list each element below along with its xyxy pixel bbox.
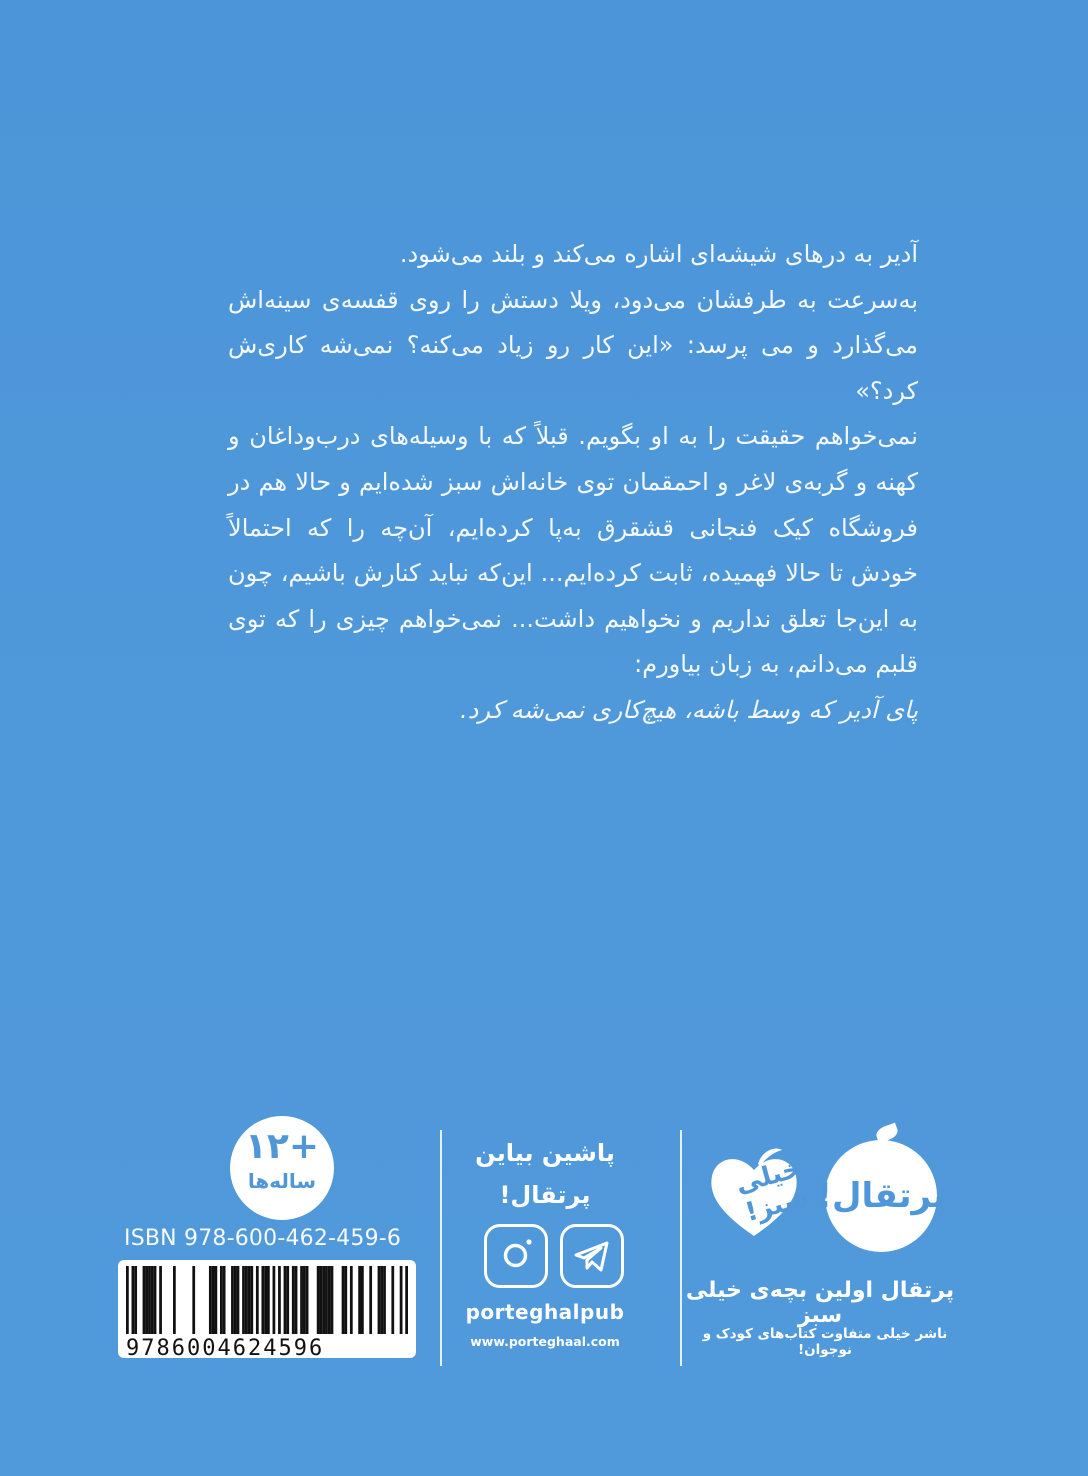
barcode-bar bbox=[234, 1266, 237, 1334]
barcode-bar bbox=[342, 1266, 345, 1334]
barcode-bar bbox=[378, 1266, 381, 1334]
footer-panel bbox=[110, 1126, 980, 1370]
barcode-bar bbox=[209, 1266, 212, 1334]
publisher-tagline: پرتقال اولین بچه‌ی خیلی سبز bbox=[685, 1278, 955, 1328]
blurb-paragraph-4: پای آدیر که وسط باشه، هیچ‌کاری نمی‌شه کرد. bbox=[460, 695, 918, 724]
barcode-bar bbox=[237, 1266, 240, 1334]
barcode-bar bbox=[380, 1266, 383, 1334]
barcode bbox=[118, 1260, 416, 1361]
barcode-bar bbox=[325, 1266, 328, 1334]
barcode-bar bbox=[286, 1266, 289, 1334]
barcode-bar bbox=[391, 1266, 394, 1334]
barcode-bar bbox=[248, 1266, 251, 1334]
barcode-bar bbox=[192, 1266, 195, 1334]
barcode-bar bbox=[267, 1266, 270, 1334]
isbn-section bbox=[110, 1126, 440, 1366]
barcode-bar bbox=[220, 1266, 223, 1334]
barcode-bar bbox=[250, 1266, 253, 1334]
blurb-paragraph-1: آدیر به درهای شیشه‌ای اشاره می‌کند و بلند می‌شود. bbox=[399, 240, 918, 268]
social-section bbox=[440, 1130, 680, 1366]
barcode-bar bbox=[264, 1266, 267, 1334]
barcode-bar bbox=[320, 1266, 323, 1334]
barcode-bar bbox=[212, 1266, 215, 1334]
barcode-bar bbox=[143, 1266, 146, 1334]
barcode-bar bbox=[284, 1266, 287, 1334]
barcode-bar bbox=[173, 1266, 176, 1334]
heart-logo-text: خیلی سبز! bbox=[732, 1153, 812, 1229]
publisher-subtagline: ناشر خیلی متفاوت کتاب‌های کودک و نوجوان! bbox=[702, 1326, 948, 1358]
barcode-bar bbox=[214, 1266, 217, 1334]
age-badge bbox=[230, 1116, 334, 1220]
age-label: ساله‌ها bbox=[247, 1169, 317, 1193]
barcode-bar bbox=[159, 1266, 162, 1334]
social-handle: porteghalpub bbox=[465, 1300, 625, 1324]
barcode-bar bbox=[344, 1266, 347, 1334]
barcode-bar bbox=[328, 1266, 331, 1334]
website-url: www.porteghaal.com bbox=[470, 1334, 620, 1349]
barcode-bar bbox=[405, 1266, 408, 1334]
barcode-bar bbox=[231, 1266, 234, 1334]
barcode-bars bbox=[126, 1266, 408, 1334]
barcode-bar bbox=[322, 1266, 325, 1334]
barcode-bar bbox=[358, 1266, 361, 1334]
blurb-paragraph-2: به‌سرعت به طرفشان می‌دود، ویلا دستش را روی قفسه‌ی سینه‌اش می‌گذارد و می پرسد: «این کار رو زیاد می‌کنه؟ نمی‌شه کاری‌ش کرد؟» bbox=[228, 285, 918, 405]
barcode-bar bbox=[295, 1266, 298, 1334]
blurb-text bbox=[228, 232, 918, 734]
barcode-bar bbox=[132, 1266, 135, 1334]
porteghal-logo-text: پرتقال! bbox=[816, 1176, 946, 1216]
barcode-bar bbox=[126, 1266, 129, 1334]
barcode-bar bbox=[242, 1266, 245, 1334]
barcode-bar bbox=[369, 1266, 372, 1334]
instagram-icon bbox=[484, 1224, 548, 1288]
social-title: پاشین بیاین پرتقال! bbox=[475, 1139, 615, 1209]
barcode-bar bbox=[278, 1266, 281, 1334]
barcode-bar bbox=[292, 1266, 295, 1334]
barcode-bar bbox=[134, 1266, 137, 1334]
barcode-bar bbox=[306, 1266, 309, 1334]
barcode-bar bbox=[223, 1266, 226, 1334]
barcode-bar bbox=[361, 1266, 364, 1334]
telegram-icon bbox=[560, 1224, 624, 1288]
barcode-bar bbox=[151, 1266, 154, 1334]
barcode-bar bbox=[303, 1266, 306, 1334]
barcode-bar bbox=[256, 1266, 259, 1334]
barcode-bar bbox=[148, 1266, 151, 1334]
publisher-section bbox=[680, 1130, 980, 1366]
barcode-bar bbox=[273, 1266, 276, 1334]
barcode-bar bbox=[261, 1266, 264, 1334]
barcode-bar bbox=[154, 1266, 157, 1334]
barcode-bar bbox=[383, 1266, 386, 1334]
barcode-bar bbox=[350, 1266, 353, 1334]
porteghal-logo bbox=[816, 1140, 946, 1252]
barcode-bar bbox=[317, 1266, 320, 1334]
kheili-sabz-logo bbox=[702, 1144, 812, 1248]
barcode-bar bbox=[400, 1266, 403, 1334]
blurb-paragraph-3: نمی‌خواهم حقیقت را به او بگویم. قبلاً که با وسیله‌های درب‌وداغان و کهنه و گربه‌ی لاغر و احمقمان توی خانه‌اش سبز شده‌ایم و حالا هم در فروشگاه کیک فنجانی قشقرق به‌پا کرده‌ایم، آن‌چه را که احتمالاً خودش تا حالا فهمیده، ثابت کرده‌ایم... این‌که نباید کنارش باشیم، چون به این‌جا تعلق نداریم و نخواهیم داشت... نمی‌خواهم چیزی را که توی قلبم می‌دانم، به زبان بیاورم: bbox=[228, 422, 918, 679]
barcode-bar bbox=[145, 1266, 148, 1334]
barcode-bar bbox=[245, 1266, 248, 1334]
barcode-digits: 9786004624596 bbox=[126, 1336, 325, 1361]
isbn-number: ISBN 978-600-462-459-6 bbox=[124, 1226, 402, 1251]
age-number: +۱۲ bbox=[244, 1126, 320, 1167]
barcode-bar bbox=[331, 1266, 334, 1334]
barcode-bar bbox=[300, 1266, 303, 1334]
